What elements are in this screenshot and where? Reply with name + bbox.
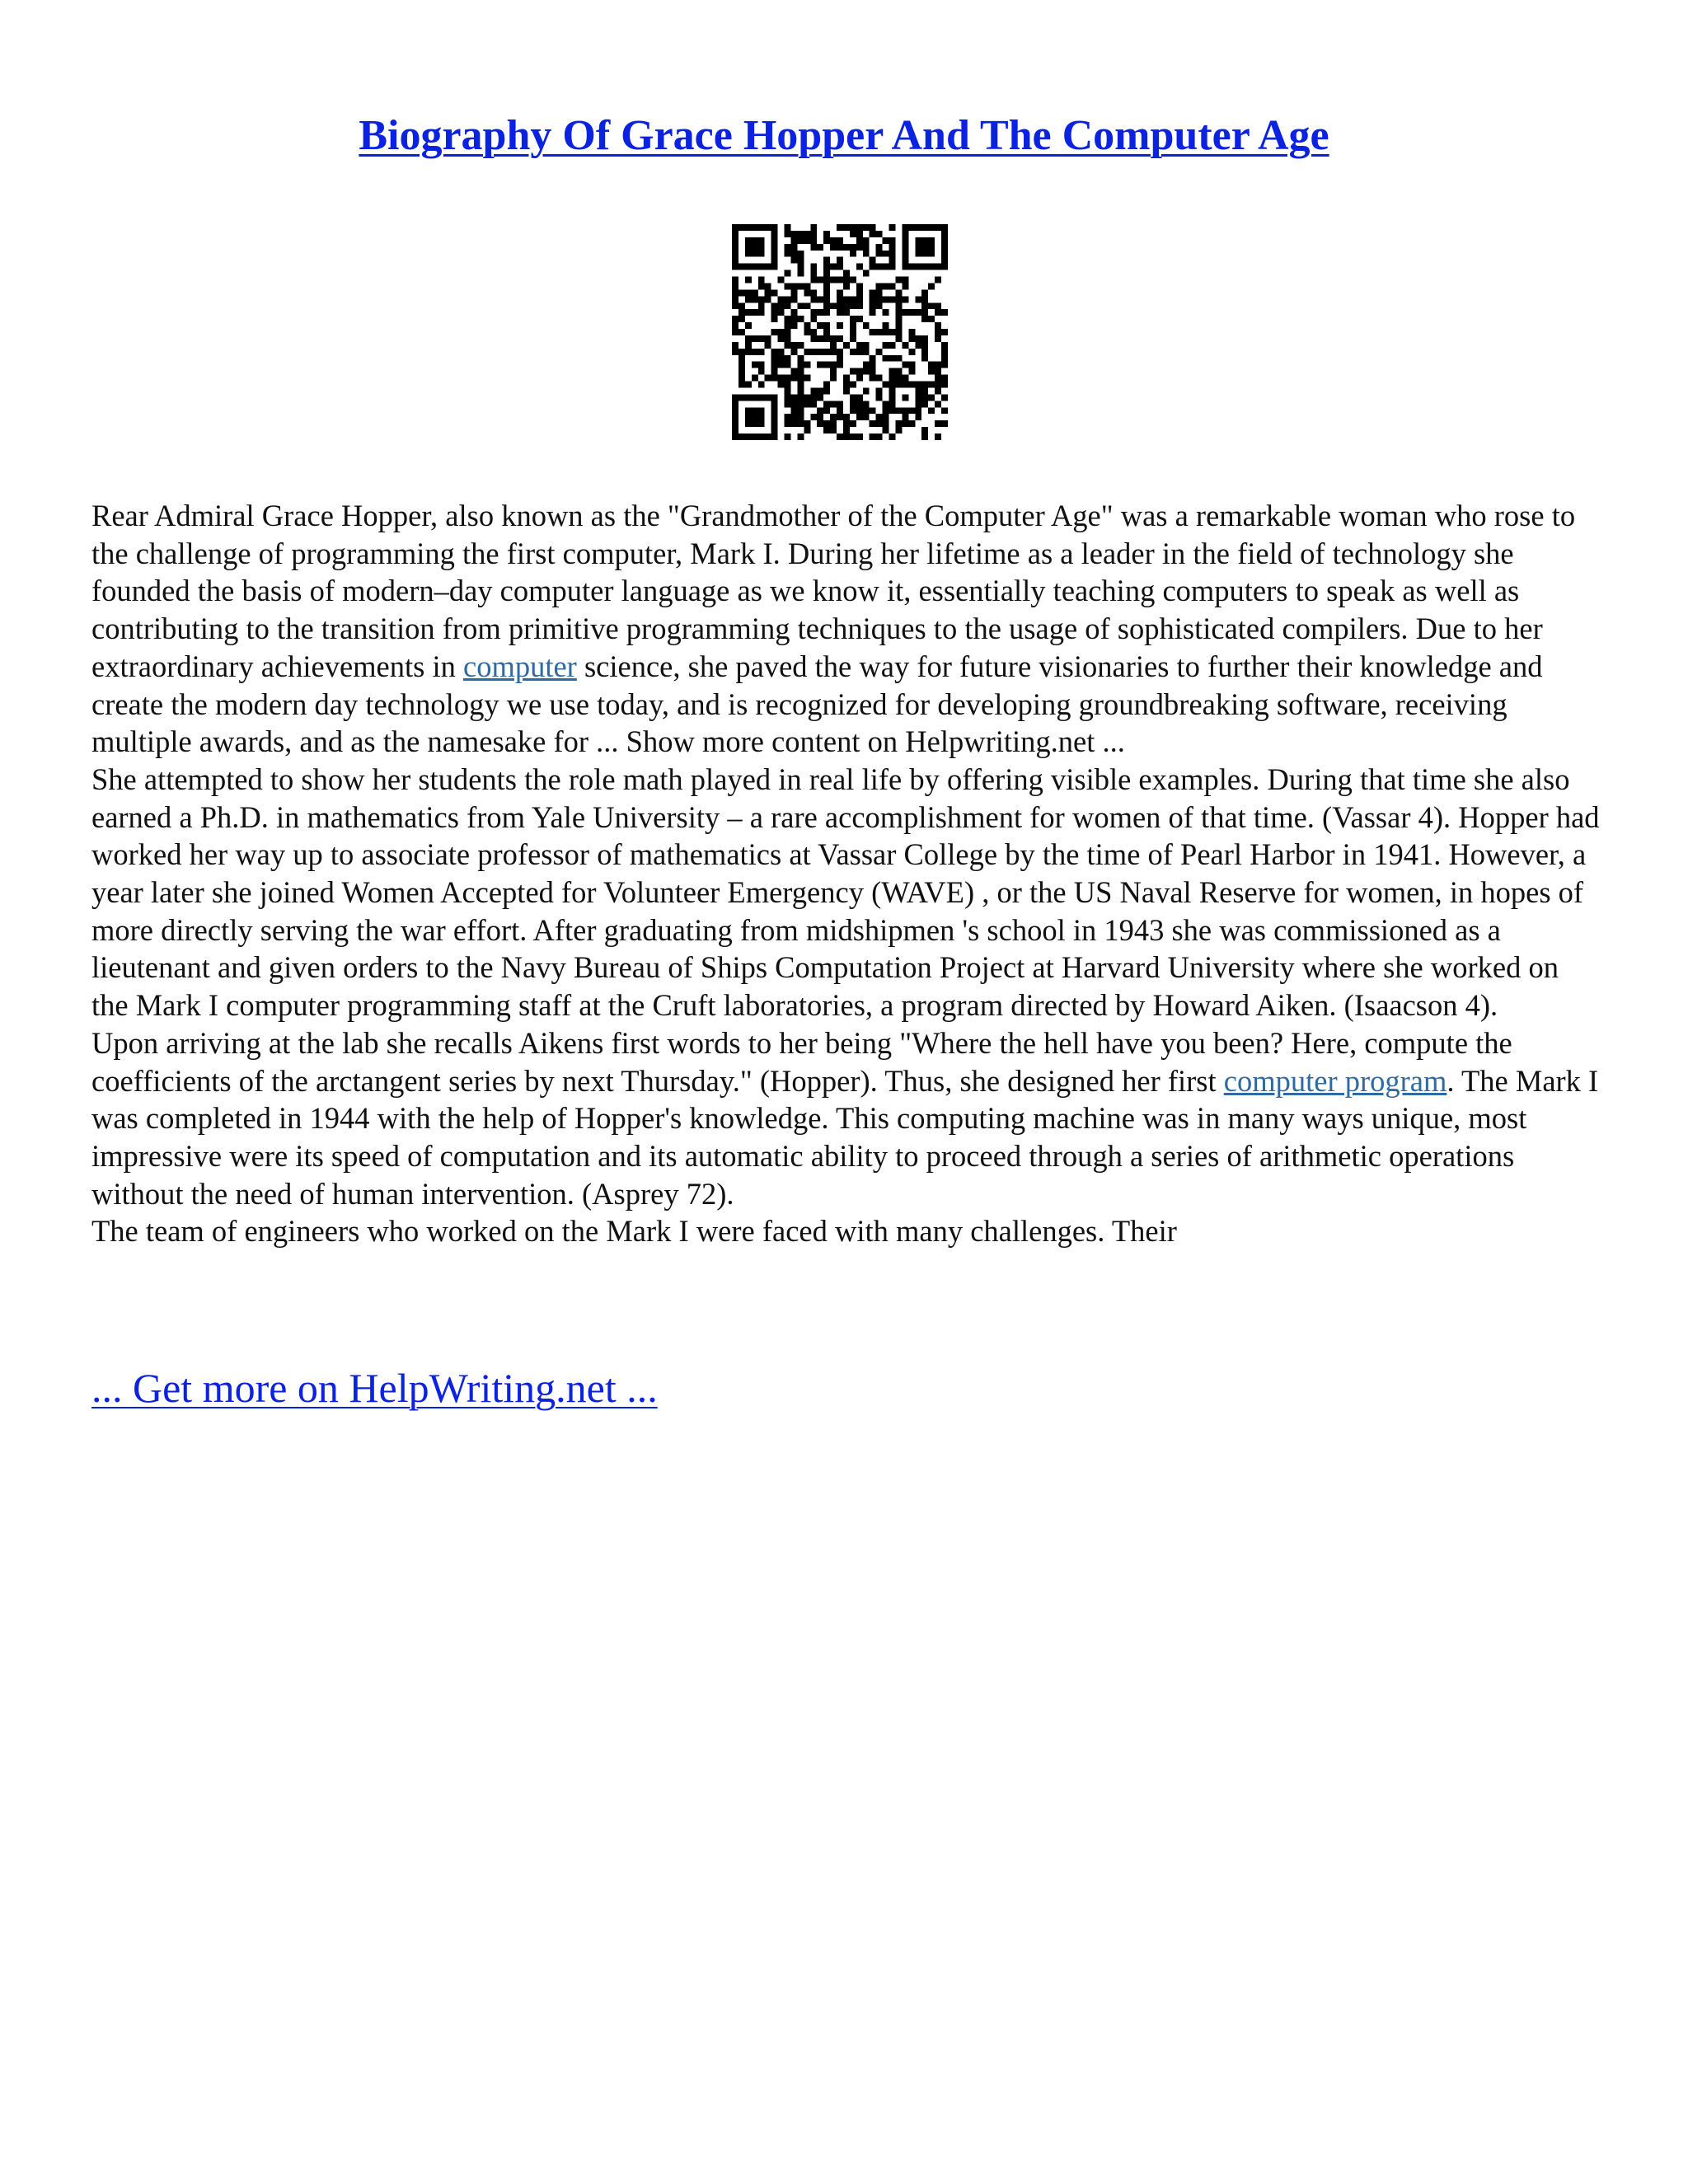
title-container [0,107,1688,165]
paragraph-3 [91,1024,1600,1213]
link-computer[interactable]: computer [463,649,577,683]
article-body [91,497,1600,1250]
paragraph-1-text-a: Rear Admiral Grace Hopper, also known as the "Grandmother of the Computer Age" was a remarkable woman who rose to the challenge of programming the first computer, Mark I. During her lifetime as a leader in the field of technology she founded the basis of modern–day computer language as we know it, essentially teaching computers to speak as well as contributing to the transition from primitive programming techniques to the usage of sophisticated compilers. Due to her extraordinary achievements in [91,499,1576,683]
page-title[interactable]: Biography Of Grace Hopper And The Computer Age [359,112,1329,159]
qr-code-icon [732,224,948,440]
paragraph-1 [91,497,1600,761]
get-more-link[interactable]: ... Get more on HelpWriting.net ... [91,1365,658,1411]
paragraph-3-text-b: . The Mark I was completed in 1944 with the help of Hopper's knowledge. This computing machine was in many ways unique, most impressive were its speed of computation and its automatic ability to proceed through a series of arithmetic operations without the need of human intervention. (Asprey 72). [91,1063,1599,1211]
paragraph-1-text-b: science, she paved the way for future visionaries to further their knowledge and create the modern day technology we use today, and is recognized for developing groundbreaking software, receiving multiple awards, and as the namesake for ... Show more content on Helpwriting.net ... [91,649,1543,759]
link-computer-program[interactable]: computer program [1223,1063,1447,1098]
paragraph-2: She attempted to show her students the role math played in real life by offering visible examples. During that time she also earned a Ph.D. in mathematics from Yale University – a rare accomplishment for women of that time. (Vassar 4). Hopper had worked her way up to associate professor of mathematics at Vassar College by the time of Pearl Harbor in 1941. However, a year later she joined Women Accepted for Volunteer Emergency (WAVE) , or the US Naval Reserve for women, in hopes of more directly serving the war effort. After graduating from midshipmen 's school in 1943 she was commissioned as a lieutenant and given orders to the Navy Bureau of Ships Computation Project at Harvard University where she worked on the Mark I computer programming staff at the Cruft laboratories, a program directed by Howard Aiken. (Isaacson 4). [91,762,1600,1023]
paragraph-3-text-a: Upon arriving at the lab she recalls Aikens first words to her being "Where the hell have you been? Here, compute the coefficients of the arctangent series by next Thursday." (Hopper). Thus, she designed her first [91,1025,1512,1098]
paragraph-4: The team of engineers who worked on the Mark I were faced with many challenges. Their [91,1214,1177,1249]
